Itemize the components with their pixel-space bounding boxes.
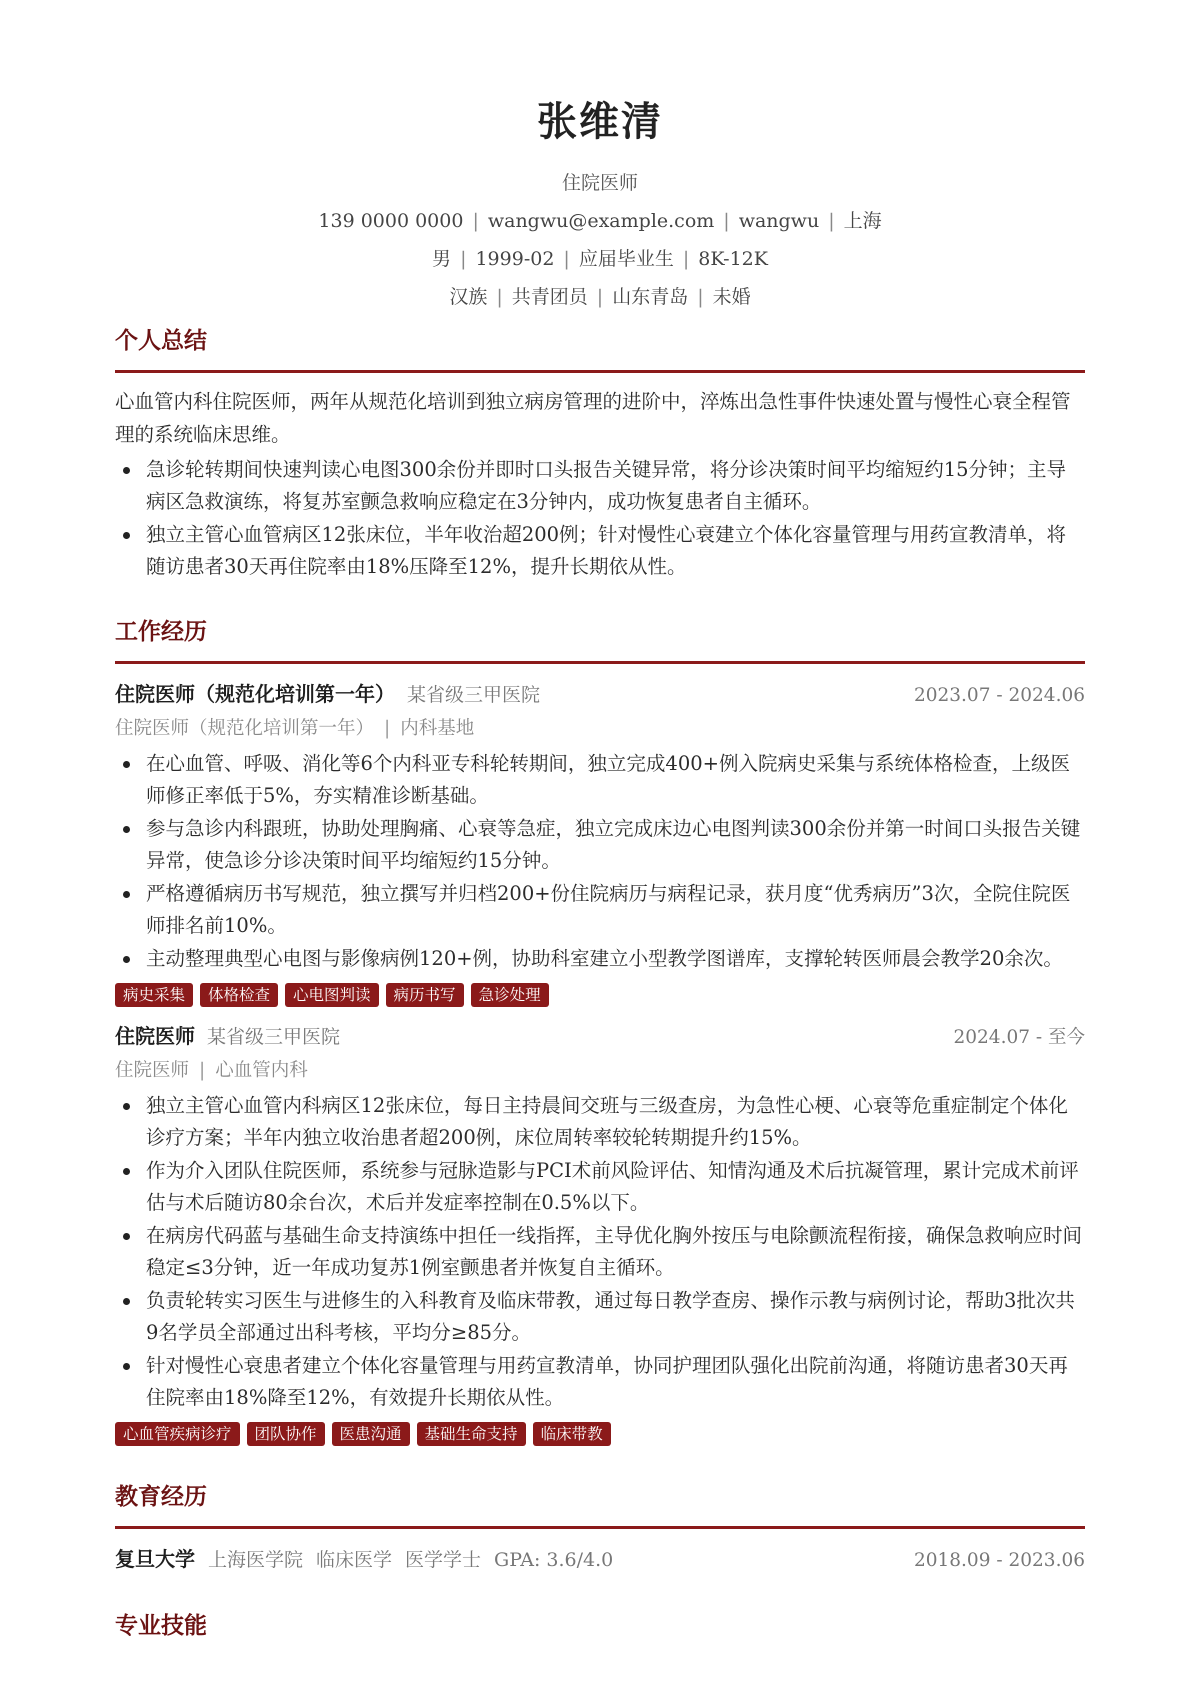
list-item: 独立主管心血管内科病区12张床位，每日主持晨间交班与三级查房，为急性心梗、心衰等危重症制定个体化诊疗方案；半年内独立收治患者超200例，床位周转率较轮转期提升约15%。 <box>115 1090 1085 1154</box>
job-title: 住院医师（规范化培训第一年） <box>115 682 395 706</box>
school-name: 复旦大学 <box>115 1547 195 1571</box>
skill-tag: 临床带教 <box>533 1422 611 1446</box>
phone: 139 0000 0000 <box>318 210 464 232</box>
list-item: 在心血管、呼吸、消化等6个内科亚专科轮转期间，独立完成400+例入院病史采集与系统体格检查，上级医师修正率低于5%，夯实精准诊断基础。 <box>115 748 1085 812</box>
skill-tags <box>115 983 1085 1007</box>
gpa: GPA: 3.6/4.0 <box>494 1549 614 1571</box>
skill-tag: 体格检查 <box>200 983 278 1007</box>
job-header <box>115 1021 1085 1051</box>
separator: | <box>472 210 479 232</box>
skill-tag: 基础生命支持 <box>417 1422 526 1446</box>
education-entry <box>115 1543 1085 1575</box>
email: wangwu@example.com <box>487 210 715 232</box>
candidate-name: 张维清 <box>537 98 663 145</box>
job-date: 2024.07 - 至今 <box>953 1027 1085 1048</box>
separator: | <box>697 286 704 308</box>
marital-status: 未婚 <box>712 286 751 308</box>
degree: 医学学士 <box>405 1549 482 1571</box>
skill-tag: 医患沟通 <box>332 1422 410 1446</box>
ethnicity: 汉族 <box>449 286 488 308</box>
list-item: 作为介入团队住院医师，系统参与冠脉造影与PCI术前风险评估、知情沟通及术后抗凝管理，累计完成术前评估与术后随访80余台次，术后并发症率控制在0.5%以下。 <box>115 1155 1085 1219</box>
job-header <box>115 679 1085 709</box>
separator: | <box>723 210 730 232</box>
separator: | <box>563 248 570 270</box>
skill-tag: 急诊处理 <box>471 983 549 1007</box>
candidate-role: 住院医师 <box>561 172 638 194</box>
list-item: 急诊轮转期间快速判读心电图300余份并即时口头报告关键异常，将分诊决策时间平均缩短约15分钟；主导病区急救演练，将复苏室颤急救响应稳定在3分钟内，成功恢复患者自主循环。 <box>115 454 1085 518</box>
separator: | <box>596 286 604 308</box>
job-bullets <box>115 1090 1085 1414</box>
separator: | <box>828 210 835 232</box>
work-section <box>115 615 1085 1446</box>
job-entry <box>115 679 1085 1007</box>
section-divider <box>115 661 1085 664</box>
skill-tag: 心血管疾病诊疗 <box>115 1422 240 1446</box>
list-item: 参与急诊内科跟班，协助处理胸痛、心衰等急症，独立完成床边心电图判读300余份并第一时间口头报告关键异常，使急诊分诊决策时间平均缩短约15分钟。 <box>115 813 1085 877</box>
list-item: 独立主管心血管病区12张床位，半年收治超200例；针对慢性心衰建立个体化容量管理与用药宣教清单，将随访患者30天再住院率由18%压降至12%，提升长期依从性。 <box>115 519 1085 583</box>
major: 临床医学 <box>316 1549 393 1571</box>
separator: | <box>384 718 391 739</box>
job-organization: 某省级三甲医院 <box>407 684 541 706</box>
summary-bullets <box>115 454 1085 583</box>
wechat: wangwu <box>738 210 820 232</box>
job-sub-role: 住院医师 <box>115 1060 190 1081</box>
list-item: 严格遵循病历书写规范，独立撰写并归档200+份住院病历与病程记录，获月度“优秀病历”3次，全院住院医师排名前10%。 <box>115 878 1085 942</box>
section-divider <box>115 1526 1085 1529</box>
section-title-skills: 专业技能 <box>115 1612 207 1639</box>
job-organization: 某省级三甲医院 <box>207 1026 341 1048</box>
basics-row <box>115 246 1085 272</box>
skill-tag: 团队协作 <box>247 1422 325 1446</box>
gender: 男 <box>432 248 452 270</box>
salary: 8K-12K <box>698 248 768 270</box>
section-divider <box>115 370 1085 373</box>
separator: | <box>496 286 503 308</box>
skills-section <box>115 1609 1085 1643</box>
skill-tag: 心电图判读 <box>285 983 379 1007</box>
list-item: 主动整理典型心电图与影像病例120+例，协助科室建立小型教学图谱库，支撑轮转医师晨会教学20余次。 <box>115 943 1085 975</box>
resume-header <box>115 0 1085 310</box>
job-date: 2023.07 - 2024.06 <box>913 685 1085 706</box>
job-title: 住院医师 <box>115 1024 195 1048</box>
birth: 1999-02 <box>475 248 555 270</box>
section-title-work: 工作经历 <box>115 618 207 645</box>
status: 应届毕业生 <box>578 248 674 270</box>
hometown: 山东青岛 <box>612 286 689 308</box>
college-name: 上海医学院 <box>208 1549 304 1571</box>
skill-tags <box>115 1422 1085 1446</box>
education-section <box>115 1480 1085 1575</box>
education-date: 2018.09 - 2023.06 <box>913 1550 1085 1571</box>
list-item: 针对慢性心衰患者建立个体化容量管理与用药宣教清单，协同护理团队强化出院前沟通，将随访患者30天再住院率由18%降至12%，有效提升长期依从性。 <box>115 1350 1085 1414</box>
summary-intro: 心血管内科住院医师，两年从规范化培训到独立病房管理的进阶中，淬炼出急性事件快速处置与慢性心衰全程管理的系统临床思维。 <box>115 390 1071 446</box>
summary-section <box>115 324 1085 583</box>
personal-row <box>115 284 1085 310</box>
job-subtitle <box>115 715 1085 743</box>
section-title-education: 教育经历 <box>115 1483 207 1510</box>
list-item: 在病房代码蓝与基础生命支持演练中担任一线指挥，主导优化胸外按压与电除颤流程衔接，确保急救响应时间稳定≤3分钟，近一年成功复苏1例室颤患者并恢复自主循环。 <box>115 1220 1085 1284</box>
separator: | <box>460 248 467 270</box>
skill-tag: 病历书写 <box>386 983 464 1007</box>
section-title-summary: 个人总结 <box>115 327 207 354</box>
political-status: 共青团员 <box>511 286 588 308</box>
city: 上海 <box>843 210 882 232</box>
contact-row <box>115 208 1085 234</box>
separator: | <box>682 248 690 270</box>
job-entry <box>115 1021 1085 1446</box>
skill-tag: 病史采集 <box>115 983 193 1007</box>
job-department: 内科基地 <box>400 718 475 739</box>
separator: | <box>199 1060 206 1081</box>
job-department: 心血管内科 <box>215 1060 308 1081</box>
job-subtitle <box>115 1057 1085 1085</box>
list-item: 负责轮转实习医生与进修生的入科教育及临床带教，通过每日教学查房、操作示教与病例讨论，帮助3批次共9名学员全部通过出科考核，平均分≥85分。 <box>115 1285 1085 1349</box>
job-sub-role: 住院医师（规范化培训第一年） <box>115 718 375 739</box>
job-bullets <box>115 748 1085 975</box>
